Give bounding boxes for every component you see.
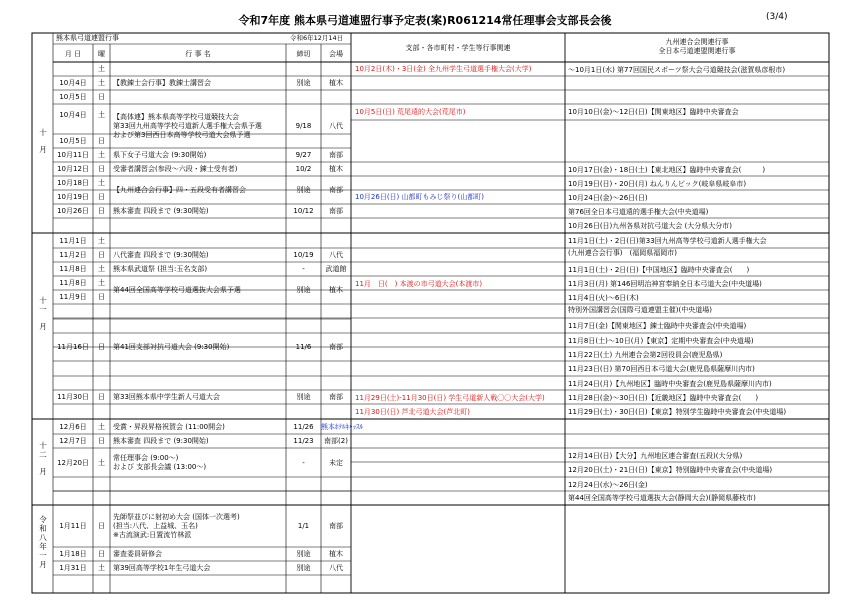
row-venue: 熊本ﾎﾃﾙｷｬｯｽﾙ (321, 422, 363, 431)
row-day-of-week: 日 (98, 93, 105, 101)
kyushu-event: 12月24日(水)～26日(金) (568, 481, 648, 489)
row-date: 10月11日 (57, 151, 89, 159)
row-day-of-week: 日 (98, 137, 105, 145)
row-day-of-week: 日 (98, 522, 105, 530)
row-venue: 植木 (329, 286, 343, 294)
row-event-line: および 支部長会議 (13:00～) (113, 462, 207, 471)
row-venue: 南部 (329, 343, 343, 351)
row-day-of-week: 土 (98, 151, 105, 159)
col-event-header: 行 事 名 (185, 50, 211, 58)
row-day-of-week: 日 (98, 550, 105, 558)
row-event: 県下女子弓道大会 (9:30開始) (113, 151, 207, 159)
kyushu-event: 11月29日(土)・30日(日)【東京】特別学生臨時中央審査会(中央道場) (568, 408, 787, 416)
row-venue: 南部 (329, 207, 343, 215)
row-deadline: 10/2 (295, 165, 312, 173)
branch-event: 10月5日(日) 荒尾遠的大会(荒尾市) (355, 108, 466, 116)
row-day-of-week: 土 (98, 179, 105, 187)
row-deadline: 別途 (296, 393, 311, 401)
row-day-of-week: 日 (98, 393, 105, 401)
row-deadline: - (302, 265, 305, 273)
col-venue-header: 会場 (329, 50, 343, 58)
row-date: 10月5日 (59, 137, 87, 145)
row-deadline: 11/26 (293, 422, 314, 431)
kyushu-event: 第76回全日本弓道遠的選手権大会(中央道場) (568, 208, 709, 216)
row-event: 第41回支部対抗弓道大会 (9:30開始) (113, 343, 230, 351)
col-zennihon-header: 全日本弓道連盟関連行事 (658, 47, 736, 55)
row-date: 11月30日 (57, 393, 89, 401)
row-venue: 植木 (329, 79, 343, 87)
row-venue: 南部 (329, 393, 343, 401)
row-date: 11月8日 (59, 279, 87, 287)
row-day-of-week: 土 (98, 265, 105, 273)
row-deadline: 10/12 (293, 207, 314, 215)
row-date: 11月8日 (59, 265, 87, 273)
row-date: 10月18日 (57, 179, 89, 187)
kyushu-event: 11月24日(月)【九州地区】臨時中央審査会(鹿児島県薩摩川内市) (568, 380, 772, 388)
row-venue: 八代 (329, 122, 343, 130)
row-date: 10月12日 (57, 165, 89, 173)
row-venue: 植木 (329, 550, 343, 558)
row-day-of-week: 土 (98, 111, 105, 119)
kyushu-event: 12月20日(土)・21日(日)【東京】特別臨時中央審査会(中央道場) (568, 466, 773, 474)
row-date: 11月2日 (59, 251, 87, 259)
row-day-of-week: 土 (98, 422, 105, 431)
row-deadline: 別途 (296, 286, 311, 294)
row-venue: 南部 (329, 151, 343, 159)
page-number: (3/4) (766, 12, 788, 22)
branch-event: 10月2日(木)・3日(金) 全九州学生弓道選手権大会(大学) (355, 65, 532, 73)
row-event-line: (担当:八代、上益城、玉名) (113, 521, 198, 530)
row-venue: 武道館 (325, 265, 347, 273)
row-date: 11月9日 (59, 293, 87, 301)
row-deadline: 別途 (296, 564, 311, 572)
kyushu-event: (九州連合会行事) (福岡県福岡市) (568, 249, 677, 257)
row-date: 11月16日 (57, 343, 89, 351)
row-event: 八代審査 四段まで (9:30開始) (113, 251, 209, 259)
kyushu-event: 11月4日(火)～6日(木) (568, 294, 639, 302)
row-deadline: 10/19 (293, 251, 314, 259)
row-day-of-week: 日 (98, 437, 105, 445)
row-deadline: 別途 (296, 79, 311, 87)
row-event: 受審者講習会(参段～六段・錬士受有者) (113, 165, 238, 173)
row-deadline: 11/23 (293, 437, 314, 445)
kyushu-event: 11月7日(金)【関東地区】錬士臨時中央審査会(中央道場) (568, 322, 747, 330)
kyushu-event: 第44回全国高等学校弓道選抜大会(静岡大会)(静岡県藤枝市) (568, 494, 756, 502)
row-date: 10月26日 (57, 207, 89, 215)
kyushu-event: 12月14日(日)【大分】九州地区連合審査(五段)(大分県) (568, 452, 743, 460)
row-day-of-week: 日 (98, 343, 105, 351)
row-day-of-week: 土 (98, 458, 105, 467)
row-day-of-week: 日 (98, 207, 105, 215)
row-event: 熊本県武道祭 (担当:玉名支部) (113, 265, 208, 273)
row-day-of-week: 土 (98, 279, 105, 287)
row-date: 10月19日 (57, 193, 89, 201)
page-title: 令和7年度 熊本県弓道連盟行事予定表(案)R061214常任理事会支部長会後 (238, 14, 612, 27)
row-deadline: 11/6 (295, 343, 312, 351)
row-venue: 未定 (329, 458, 343, 467)
branch-event: 11月30日(日) 芦北弓道大会(芦北町) (355, 408, 470, 416)
row-event: 熊本審査 四段まで (9:30開始) (113, 437, 209, 445)
row-deadline: 別途 (296, 186, 311, 194)
kyushu-event: 10月17日(金)・18日(土)【東北地区】臨時中央審査会( ) (568, 166, 766, 174)
kyushu-event: 11月28日(金)～30日(日)【近畿地区】臨時中央審査会( ) (568, 394, 759, 402)
row-day-of-week: 日 (98, 193, 105, 201)
row-date: 10月4日 (59, 111, 87, 119)
row-event-line: 常任理事会 (9:00～) (113, 453, 179, 462)
row-date: 1月31日 (59, 564, 87, 572)
branch-event: 11月29日(土)-11月30日(日) 学生弓道新人戦〇〇大会(大学) (355, 394, 545, 402)
col-dow-header: 曜 (98, 50, 105, 58)
row-date: 12月7日 (59, 437, 87, 445)
month-november: 十 一 月 (39, 296, 47, 331)
month-october: 十 月 (39, 128, 47, 154)
row-deadline: 9/18 (295, 122, 312, 130)
kyushu-event: 特別外国講習会(国際弓道連盟主催)(中央道場) (568, 306, 712, 314)
row-venue: 南部 (329, 186, 343, 194)
row-event: 審査委員研修会 (113, 550, 162, 558)
kyushu-event: 11月1日(土)・2日(日)第33回九州高等学校弓道新人選手権大会 (568, 237, 767, 245)
group-header: 熊本県弓道連盟行事 (56, 34, 119, 42)
row-venue: 南部 (329, 522, 343, 530)
row-deadline: 別途 (296, 550, 311, 558)
row-event: 受賞・昇段昇格祝賀会 (11:00開会) (113, 422, 225, 431)
kyushu-event: ～10月1日(水) 第77回国民スポーツ祭大会弓道競技会(滋賀県彦根市) (568, 66, 786, 74)
row-venue: 八代 (329, 251, 343, 259)
row-day-of-week: 土 (98, 564, 105, 572)
branch-event: 11月 日( ) 本渡の市弓道大会(本渡市) (355, 280, 483, 288)
row-date: 10月5日 (59, 93, 87, 101)
row-date: 12月6日 (59, 422, 87, 431)
row-day-of-week: 日 (98, 293, 105, 301)
kyushu-event: 10月19日(日)・20日(月) ねんりんピック(岐阜県岐阜市) (568, 180, 747, 188)
row-day-of-week: 土 (98, 65, 105, 73)
kyushu-event: 11月8日(土)～10日(月)【東京】定期中央審査会(中央道場) (568, 337, 754, 345)
kyushu-event: 10月10日(金)～12日(日)【関東地区】臨時中央審査会 (568, 108, 739, 116)
row-event-line: 【高体連】熊本県高等学校弓道競技大会 (113, 112, 239, 121)
kyushu-event: 10月26日(日)九州各県対抗弓道大会 (大分県大分市) (568, 222, 732, 230)
row-date: 1月11日 (59, 522, 87, 530)
month-january: 令 和 八 年 一 月 (39, 515, 47, 569)
row-deadline: - (302, 458, 305, 467)
month-december: 十 二 月 (39, 441, 47, 476)
row-event: 【九州連合会行事】四・五段受有者講習会 (113, 186, 246, 194)
col-kyushu-header: 九州連合会関連行事 (665, 38, 729, 46)
row-venue: 植木 (329, 165, 343, 173)
row-event: 【教錬士会行事】教錬士講習会 (113, 79, 211, 87)
row-event-line: および第3回西日本高等学校弓道大会県予選 (113, 130, 251, 139)
row-date: 10月4日 (59, 79, 87, 87)
row-date: 1月18日 (59, 550, 87, 558)
row-event: 第33回熊本県中学生新人弓道大会 (113, 393, 220, 401)
row-event: 熊本審査 四段まで (9:30開始) (113, 207, 209, 215)
row-event-line: 先師祭並びに射初め大会 (国体一次選考) (113, 512, 240, 521)
row-venue: 南部(2) (324, 437, 348, 445)
row-event-line: ※古流演武:日置流竹林派 (113, 530, 192, 539)
row-deadline: 1/1 (297, 522, 310, 530)
col-date-header: 月 日 (64, 50, 82, 58)
kyushu-event: 11月22日(土) 九州連合会第2回役員会(鹿児島県) (568, 351, 723, 359)
kyushu-event: 11月1日(土)・2日(日)【中国地区】臨時中央審査会( ) (568, 266, 750, 274)
row-day-of-week: 土 (98, 236, 105, 245)
col-branch-header: 支部・各市町村・学生等行事関連 (405, 44, 511, 52)
row-day-of-week: 土 (98, 79, 105, 87)
row-venue: 八代 (329, 564, 343, 572)
col-deadline-header: 締切 (296, 50, 311, 58)
row-day-of-week: 日 (98, 251, 105, 259)
kyushu-event: 11月23日(日) 第70回西日本弓道大会(鹿児島県薩摩川内市) (568, 365, 755, 373)
date-note: 令和6年12月14日 (290, 34, 344, 42)
row-event: 第39回高等学校1年生弓道大会 (113, 564, 211, 572)
row-date: 11月1日 (59, 236, 87, 245)
row-day-of-week: 日 (98, 165, 105, 173)
row-deadline: 9/27 (295, 151, 312, 159)
branch-event: 10月26日(日) 山都町もみじ祭り(山都町) (355, 193, 484, 201)
kyushu-event: 11月3日(月) 第146回明治神宮奉納全日本弓道大会(中央道場) (568, 280, 762, 288)
row-event-line: 第33回九州高等学校弓道新人選手権大会県予選 (113, 121, 262, 130)
row-event: 第44回全国高等学校弓道選抜大会県予選 (113, 286, 241, 294)
row-date: 12月20日 (57, 458, 89, 467)
kyushu-event: 10月24日(金)～26日(日) (568, 194, 648, 202)
